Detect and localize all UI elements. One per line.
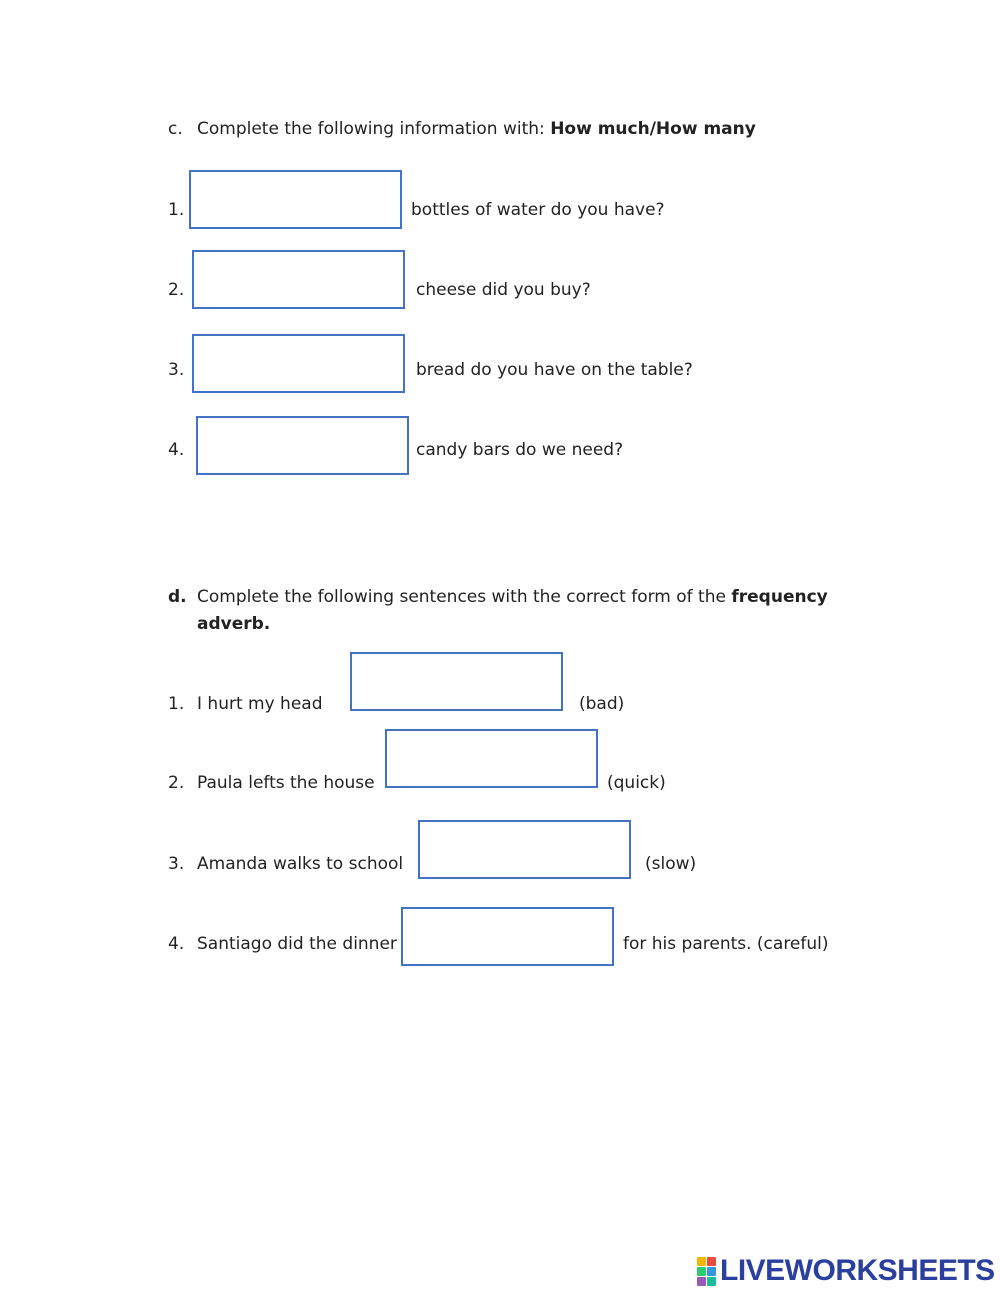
- section-c-instruction: [197, 118, 756, 140]
- d-item-1-hint: (bad): [579, 694, 625, 714]
- d-item-3-text-before: Amanda walks to school: [197, 854, 404, 874]
- logo-square: [697, 1277, 706, 1286]
- d-item-3-number: 3.: [168, 854, 185, 874]
- logo-square: [707, 1257, 716, 1266]
- d-item-4-text-before: Santiago did the dinner: [197, 934, 397, 954]
- d-item-1-text-before: I hurt my head: [197, 694, 323, 714]
- d-item-4-number: 4.: [168, 934, 185, 954]
- logo-text: LIVEWORKSHEETS: [720, 1254, 995, 1287]
- section-d-instruction: [197, 586, 828, 608]
- d-item-2-text-before: Paula lefts the house: [197, 773, 375, 793]
- logo-square: [707, 1277, 716, 1286]
- c-item-1-text: bottles of water do you have?: [411, 200, 665, 220]
- d-item-3-hint: (slow): [645, 854, 697, 874]
- c-item-3-answer-input[interactable]: [192, 334, 405, 393]
- c-item-3-text: bread do you have on the table?: [416, 360, 693, 380]
- d-item-4-answer-input[interactable]: [401, 907, 614, 966]
- c-item-1-number: 1.: [168, 200, 185, 220]
- section-c-instruction-bold: How much/How many: [550, 119, 756, 139]
- section-d-instruction-text: Complete the following sentences with the correct form of the: [197, 587, 726, 607]
- section-c-instruction-text: Complete the following information with:: [197, 119, 545, 139]
- logo-square: [697, 1267, 706, 1276]
- d-item-2-hint: (quick): [607, 773, 666, 793]
- logo-square: [697, 1257, 706, 1266]
- d-item-1-answer-input[interactable]: [350, 652, 563, 711]
- c-item-4-text: candy bars do we need?: [416, 440, 624, 460]
- d-item-2-answer-input[interactable]: [385, 729, 598, 788]
- c-item-2-number: 2.: [168, 280, 185, 300]
- c-item-4-answer-input[interactable]: [196, 416, 409, 475]
- c-item-4-number: 4.: [168, 440, 185, 460]
- d-item-4-hint: for his parents. (careful): [623, 934, 829, 954]
- d-item-2-number: 2.: [168, 773, 185, 793]
- logo-square: [707, 1267, 716, 1276]
- d-item-3-answer-input[interactable]: [418, 820, 631, 879]
- liveworksheets-logo: [697, 1255, 995, 1287]
- c-item-3-number: 3.: [168, 360, 185, 380]
- logo-squares-icon: [697, 1257, 716, 1286]
- d-item-1-number: 1.: [168, 694, 185, 714]
- c-item-2-answer-input[interactable]: [192, 250, 405, 309]
- section-d-instruction-bold-2: adverb.: [197, 614, 271, 634]
- section-d-letter: d.: [168, 587, 187, 607]
- c-item-2-text: cheese did you buy?: [416, 280, 591, 300]
- c-item-1-answer-input[interactable]: [189, 170, 402, 229]
- section-c-letter: c.: [168, 119, 183, 139]
- section-d-instruction-bold-1: frequency: [731, 587, 828, 607]
